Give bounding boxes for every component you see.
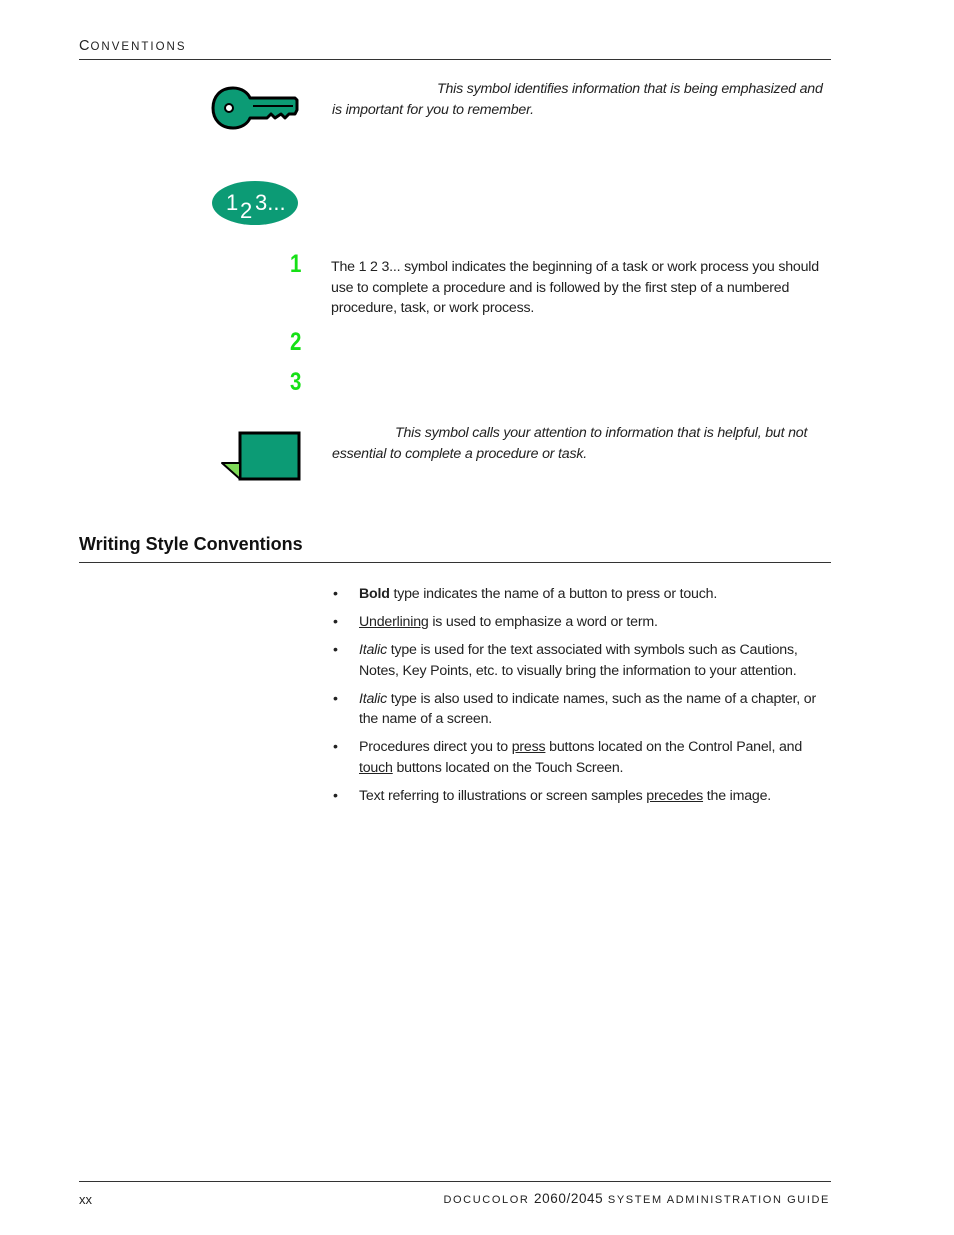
section-heading: Writing Style Conventions (79, 534, 303, 554)
header-rule (79, 59, 831, 60)
note-icon (220, 431, 302, 481)
procedure-123-icon (211, 180, 299, 226)
list-item: • Italic type is used for the text associated with symbols such as Cautions, Notes, Key Points, etc. to visually bring the information to your attention. (333, 641, 798, 679)
svg-text:3...: 3... (255, 190, 286, 215)
svg-text:2: 2 (240, 198, 253, 223)
section-rule (79, 562, 831, 563)
svg-text:1: 1 (226, 190, 239, 215)
note-text: This symbol calls your attention to information that is helpful, but not essential to complete a procedure or task. (332, 425, 808, 462)
running-footer: DOCUCOLOR 2060/2045 SYSTEM ADMINISTRATION GUIDE (443, 1191, 830, 1206)
list-item: • Bold type indicates the name of a button to press or touch. (333, 586, 718, 602)
list-item: • Text referring to illustrations or screen samples precedes the image. (333, 787, 772, 804)
step-number-1: 1 (290, 250, 302, 278)
page-number: xx (79, 1192, 92, 1207)
procedure-text: The 1 2 3... symbol indicates the beginning of a task or work process you should use to complete a procedure and is followed by the first step of a numbered procedure, task, or work process. (331, 259, 819, 317)
footer-rule (79, 1181, 831, 1182)
key-icon (209, 84, 301, 132)
step-number-2: 2 (290, 328, 302, 356)
running-header: CONVENTIONS (79, 38, 187, 54)
list-item: • Underlining is used to emphasize a word or term. (333, 613, 658, 630)
key-point-text: This symbol identifies information that is being emphasized and is important for you to remember. (332, 81, 823, 118)
list-item: • Italic type is also used to indicate names, such as the name of a chapter, or the name of a screen. (333, 690, 817, 728)
step-number-3: 3 (290, 368, 302, 396)
list-item: • Procedures direct you to press buttons located on the Control Panel, and touch buttons located on the Touch Screen. (333, 739, 803, 776)
conventions-list (332, 584, 832, 814)
